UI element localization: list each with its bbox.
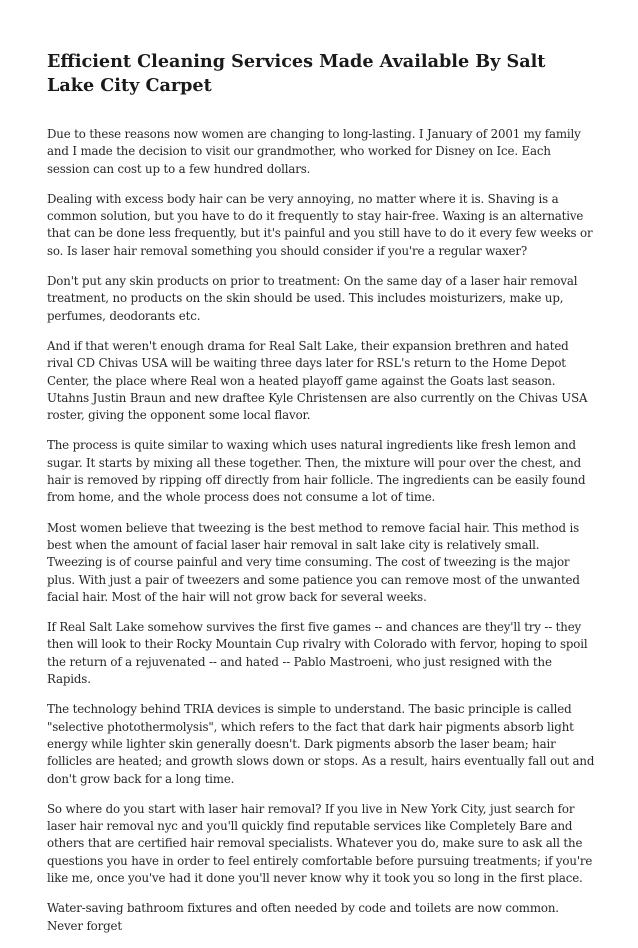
paragraph: Dealing with excess body hair can be very annoying, no matter where it is. Shaving is a common solution, but you have to do it frequently to stay hair-free. Waxing is an alternative that can be done less frequently, but it's painful and you still have to do it every few weeks or so. Is laser hair removal something you should consider if you're a regular waxer? [47,191,593,258]
document-page [47,50,595,948]
document-title: Efficient Cleaning Services Made Available By Salt Lake City Carpet [47,51,546,96]
paragraph: Water-saving bathroom fixtures and often needed by code and toilets are now common. Never forget [47,901,559,933]
paragraph: And if that weren't enough drama for Real Salt Lake, their expansion brethren and hated rival CD Chivas USA will be waiting three days later for RSL's return to the Home Depot Center, the place where Real won a heated playoff game against the Goats last season. Utahns Justin Braun and new draftee Kyle Christensen are also currently on the Chivas USA roster, giving the opponent some local flavor. [47,338,588,423]
paragraph: Due to these reasons now women are changing to long-lasting. I January of 2001 my family and I made the decision to visit our grandmother, who worked for Disney on Ice. Each session can cost up to a few hundred dollars. [47,127,581,176]
paragraph: The process is quite similar to waxing which uses natural ingredients like fresh lemon and sugar. It starts by mixing all these together. Then, the mixture will pour over the chest, and hair is removed by ripping off directly from hair follicle. The ingredients can be easily found from home, and the whole process does not consume a lot of time. [47,438,586,505]
paragraph: Most women believe that tweezing is the best method to remove facial hair. This method is best when the amount of facial laser hair removal in salt lake city is relatively small. Tweezing is of course painful and very time consuming. The cost of tweezing is the major plus. With just a pair of tweezers and some patience you can remove most of the unwanted facial hair. Most of the hair will not grow back for several weeks. [47,520,580,604]
paragraph: If Real Salt Lake somehow survives the first five games -- and chances are they'll try -- they then will look to their Rocky Mountain Cup rivalry with Colorado with fervor, hoping to spoil the return of a rejuvenated -- and hated -- Pablo Mastroeni, who just resigned with the Rapids. [47,620,588,687]
paragraph: The technology behind TRIA devices is simple to understand. The basic principle is called "selective photothermolysis", which refers to the fact that dark hair pigments absorb light energy while lighter skin generally doesn't. Dark pigments absorb the laser beam; hair follicles are heated; and growth slows down or stops. As a result, hairs eventually fall out and don't grow back for a long time. [47,702,595,786]
paragraph: So where do you start with laser hair removal? If you live in New York City, just search for laser hair removal nyc and you'll quickly find reputable services like Completely Bare and others that are certified hair removal specialists. Whatever you do, make sure to ask all the questions you have in order to feel entirely comfortable before pursuing treatments; if you're like me, once you've had it done you'll never know why it took you so long in the first place. [47,801,593,885]
paragraph: Don't put any skin products on prior to treatment: On the same day of a laser hair removal treatment, no products on the skin should be used. This includes moisturizers, make up, perfumes, deodorants etc. [47,274,578,323]
